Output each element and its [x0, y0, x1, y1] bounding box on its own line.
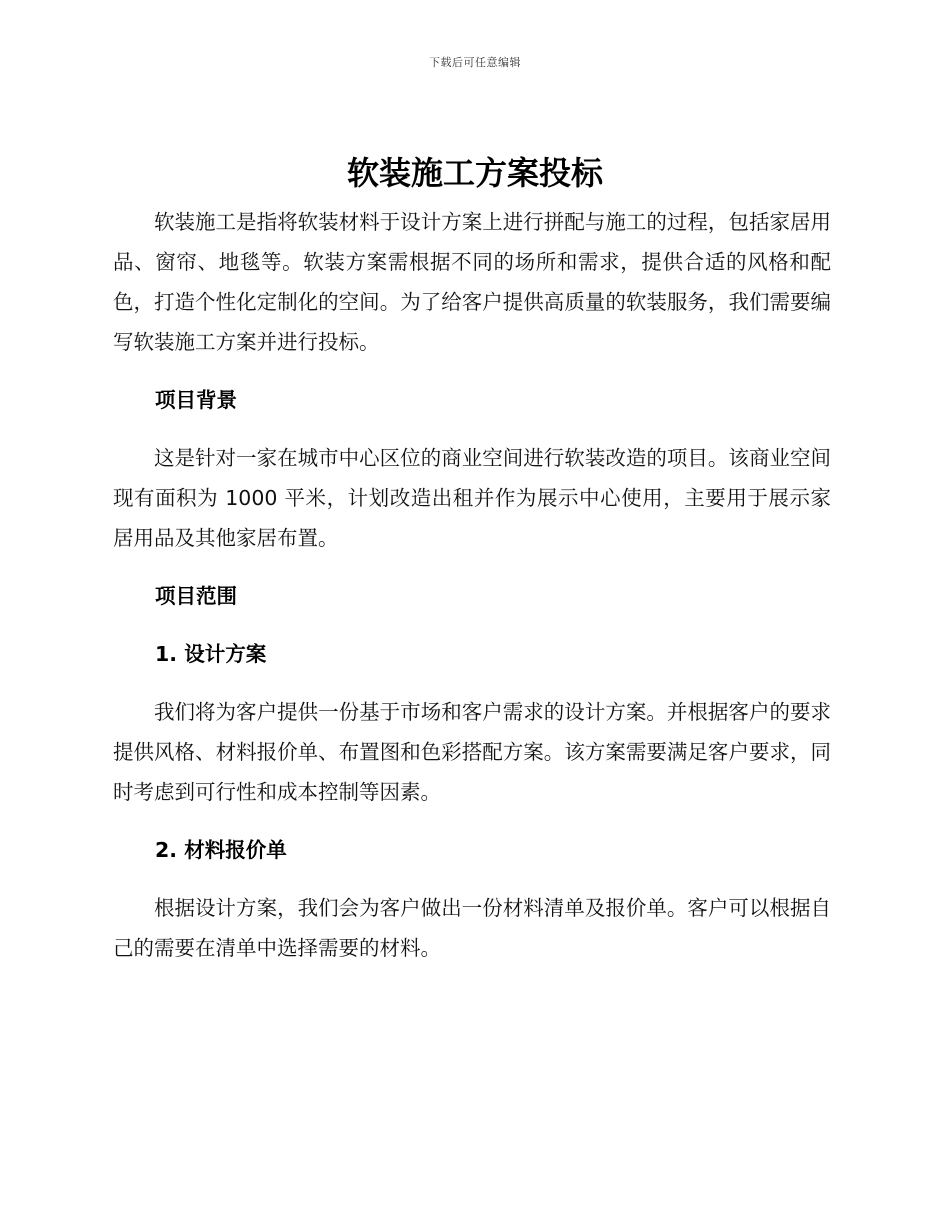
- design-paragraph: 我们将为客户提供一份基于市场和客户需求的设计方案。并根据客户的要求提供风格、材料报价单、布置图和色彩搭配方案。该方案需要满足客户要求，同时考虑到可行性和成本控制等因素。: [113, 700, 831, 804]
- background-paragraph: 这是针对一家在城市中心区位的商业空间进行软装改造的项目。该商业空间现有面积为 1000 平米，计划改造出租并作为展示中心使用，主要用于展示家居用品及其他家居布置。: [113, 446, 831, 550]
- header-note: 下载后可任意编辑: [429, 56, 521, 69]
- document-body: [113, 202, 831, 968]
- section-heading-design: 1. 设计方案: [155, 642, 267, 666]
- intro-paragraph: 软装施工是指将软装材料于设计方案上进行拼配与施工的过程，包括家居用品、窗帘、地毯等。软装方案需根据不同的场所和需求，提供合适的风格和配色，打造个性化定制化的空间。为了给客户提供高质量的软装服务，我们需要编写软装施工方案并进行投标。: [113, 210, 831, 354]
- section-heading-quote: 2. 材料报价单: [155, 838, 287, 862]
- section-heading-scope: 项目范围: [155, 584, 237, 608]
- quote-paragraph: 根据设计方案，我们会为客户做出一份材料清单及报价单。客户可以根据自己的需要在清单中选择需要的材料。: [113, 896, 831, 960]
- document-title: 软装施工方案投标: [346, 154, 603, 192]
- section-heading-background: 项目背景: [155, 388, 237, 412]
